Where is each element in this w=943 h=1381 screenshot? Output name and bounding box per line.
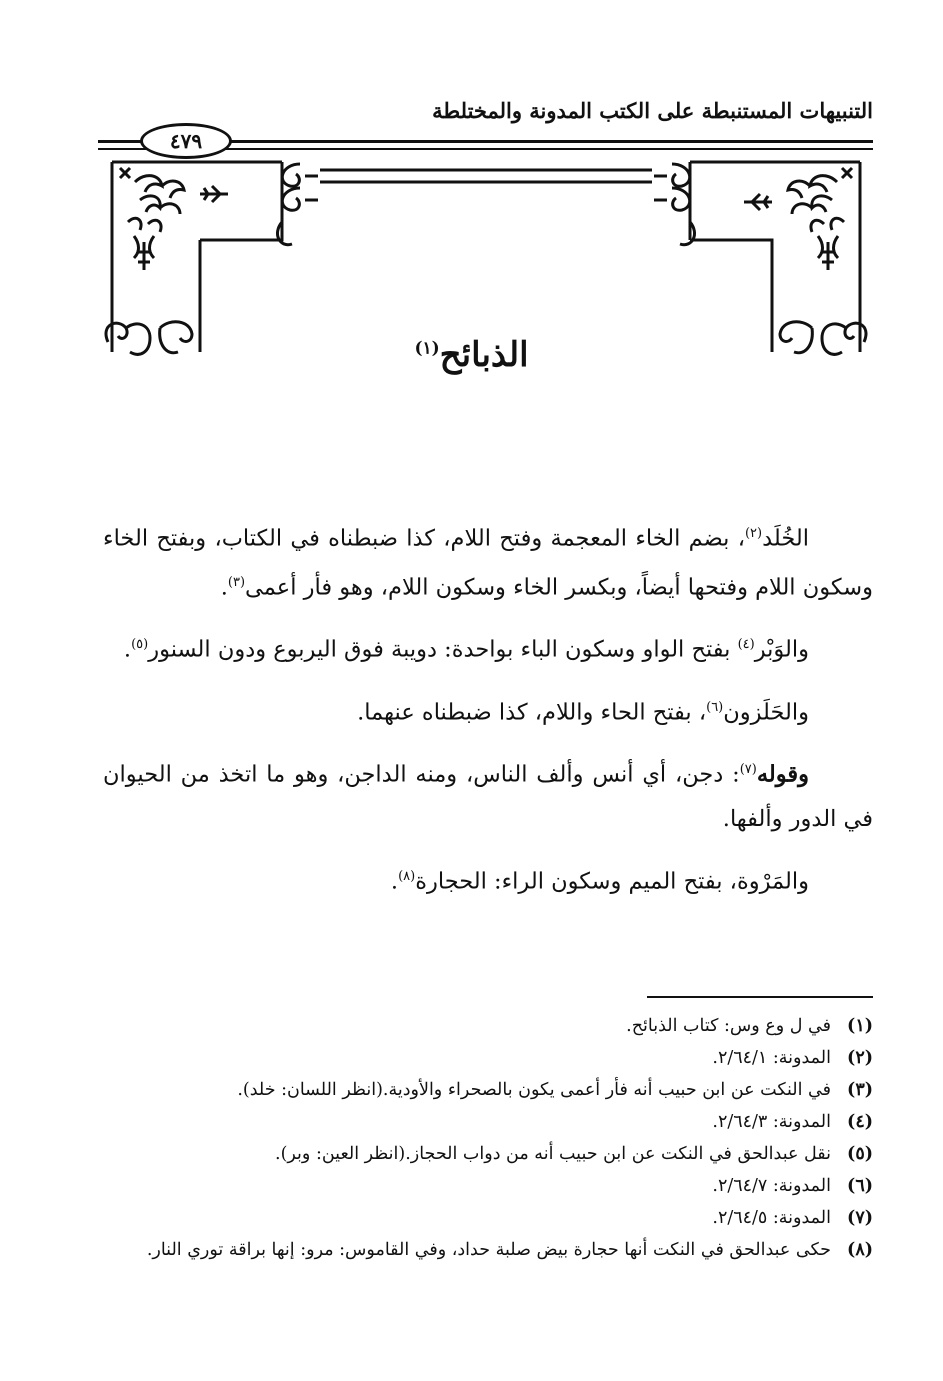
footnote [103, 1170, 873, 1202]
paragraph-text: والمَرْوة، بفتح الميم وسكون الراء: الحجارة [415, 868, 809, 894]
glossed-word: الخُلَد [762, 525, 809, 552]
scroll-ornament-left [277, 164, 318, 245]
footnote-number: (٧) [847, 1208, 873, 1228]
footnote-text: المدونة: ٢/٦٤/١. [712, 1048, 831, 1068]
footnote-number: (٨) [847, 1240, 873, 1260]
glossed-word: والوَبْر [754, 636, 809, 663]
chapter-title [0, 335, 943, 375]
paragraph [103, 855, 873, 904]
footnote [103, 1234, 873, 1266]
paragraph-text: ، بضم الخاء المعجمة وفتح اللام، كذا ضبطناه في الكتاب، وبفتح الخاء وسكون اللام وفتحها أيضاً، وبكسر الخاء وسكون اللام، وهو فأر أعمى [103, 525, 873, 600]
paragraph-text: : دجن، أي أنس وألف الناس، ومنه الداجن، وهو ما اتخذ من الحيوان في الدور وألفها. [103, 761, 873, 832]
footnote-ref: (٧) [739, 762, 757, 777]
footnote [103, 1042, 873, 1074]
corner-flourish-right [744, 168, 852, 270]
paragraph-end: . [123, 636, 132, 663]
footnote-ref: (٨) [398, 868, 416, 884]
footnote-ref: (١) [414, 338, 440, 359]
glossed-word: والحَلَزون [723, 699, 809, 725]
paragraph [103, 623, 873, 672]
footnote-ref: (٢) [744, 526, 763, 541]
paragraph [103, 748, 873, 841]
footnote-text: نقل عبدالحق في النكت عن ابن حبيب أنه من دواب الحجاز.(انظر العين: وبر). [275, 1144, 831, 1164]
footnote-ref: (٦) [706, 699, 724, 715]
footnote-ref: (٣) [227, 574, 246, 590]
footnote-number: (٣) [847, 1080, 873, 1100]
paragraph-text: ، بفتح الحاء واللام، كذا ضبطناه عنهما. [357, 699, 707, 725]
footnote-text: في ل وع وس: كتاب الذبائح. [626, 1016, 831, 1036]
running-header: التنبيهات المستنبطة على الكتب المدونة والمختلطة [432, 98, 873, 123]
chapter-title-text: الذبائح [439, 335, 529, 375]
footnote-text: حكى عبدالحق في النكت أنها حجارة بيض صلبة حداد، وفي القاموس: مرو: إنها براقة توري النار. [146, 1240, 831, 1260]
page-number-text: ٤٧٩ [169, 129, 203, 153]
footnote-number: (٢) [847, 1048, 873, 1068]
footnote [103, 1106, 873, 1138]
footnote-number: (٦) [847, 1176, 873, 1196]
body-text [103, 512, 873, 917]
paragraph-text: بفتح الواو وسكون الباء بواحدة: دويبة فوق اليربوع ودون السنور [148, 636, 738, 663]
footnote-text: المدونة: ٢/٦٤/٥. [712, 1208, 831, 1228]
footnote-ref: (٤) [737, 637, 755, 652]
paragraph [103, 512, 873, 609]
scroll-ornament-right [654, 164, 695, 245]
footnote [103, 1010, 873, 1042]
paragraph-end: . [390, 868, 399, 894]
footnote-text: في النكت عن ابن حبيب أنه فأر أعمى يكون بالصحراء والأودية.(انظر اللسان: خلد). [237, 1080, 831, 1100]
footnote-ref: (٥) [131, 637, 149, 652]
footnote [103, 1202, 873, 1234]
footnote [103, 1074, 873, 1106]
glossed-word: وقوله [756, 761, 809, 788]
footnotes [103, 1010, 873, 1266]
footnote-text: المدونة: ٢/٦٤/٧. [712, 1176, 831, 1196]
footnote-number: (١) [847, 1016, 873, 1036]
footnote-number: (٥) [847, 1144, 873, 1164]
footnote-number: (٤) [847, 1112, 873, 1132]
paragraph-end: . [220, 574, 228, 600]
footnote [103, 1138, 873, 1170]
paragraph [103, 686, 873, 735]
corner-flourish-left [120, 168, 228, 270]
footnote-separator [647, 996, 873, 998]
footnote-text: المدونة: ٢/٦٤/٣. [712, 1112, 831, 1132]
